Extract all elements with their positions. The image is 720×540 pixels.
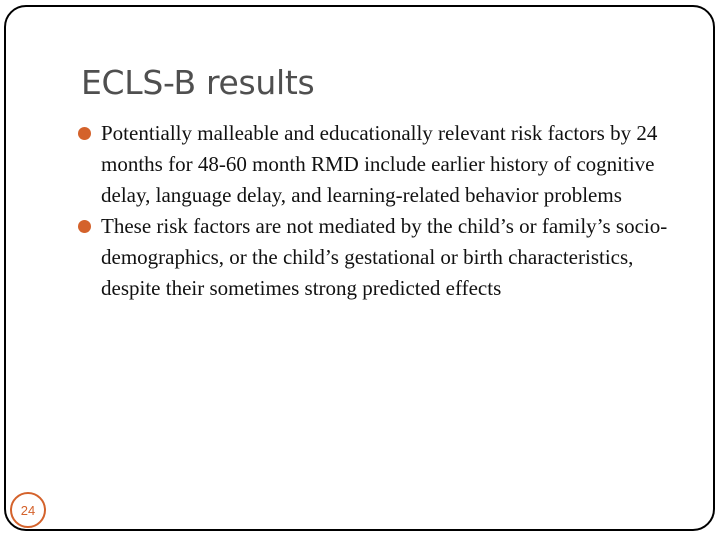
slide-title: ECLS-B results [81, 63, 315, 102]
page-number-badge [10, 492, 46, 528]
bullet-icon [78, 127, 91, 140]
bullet-item [76, 118, 676, 211]
bullet-text: Potentially malleable and educationally relevant risk factors by 24 months for 48-60 month RMD include earlier history of cognitive delay, language delay, and learning-related behavior problems [101, 121, 658, 207]
bullet-text: These risk factors are not mediated by the child’s or family’s socio-demographics, or the child’s gestational or birth characteristics, despite their sometimes strong predicted effects [101, 214, 668, 300]
bullet-item [76, 211, 676, 304]
page-number: 24 [20, 502, 36, 518]
bullet-list [76, 118, 676, 304]
bullet-icon [78, 220, 91, 233]
